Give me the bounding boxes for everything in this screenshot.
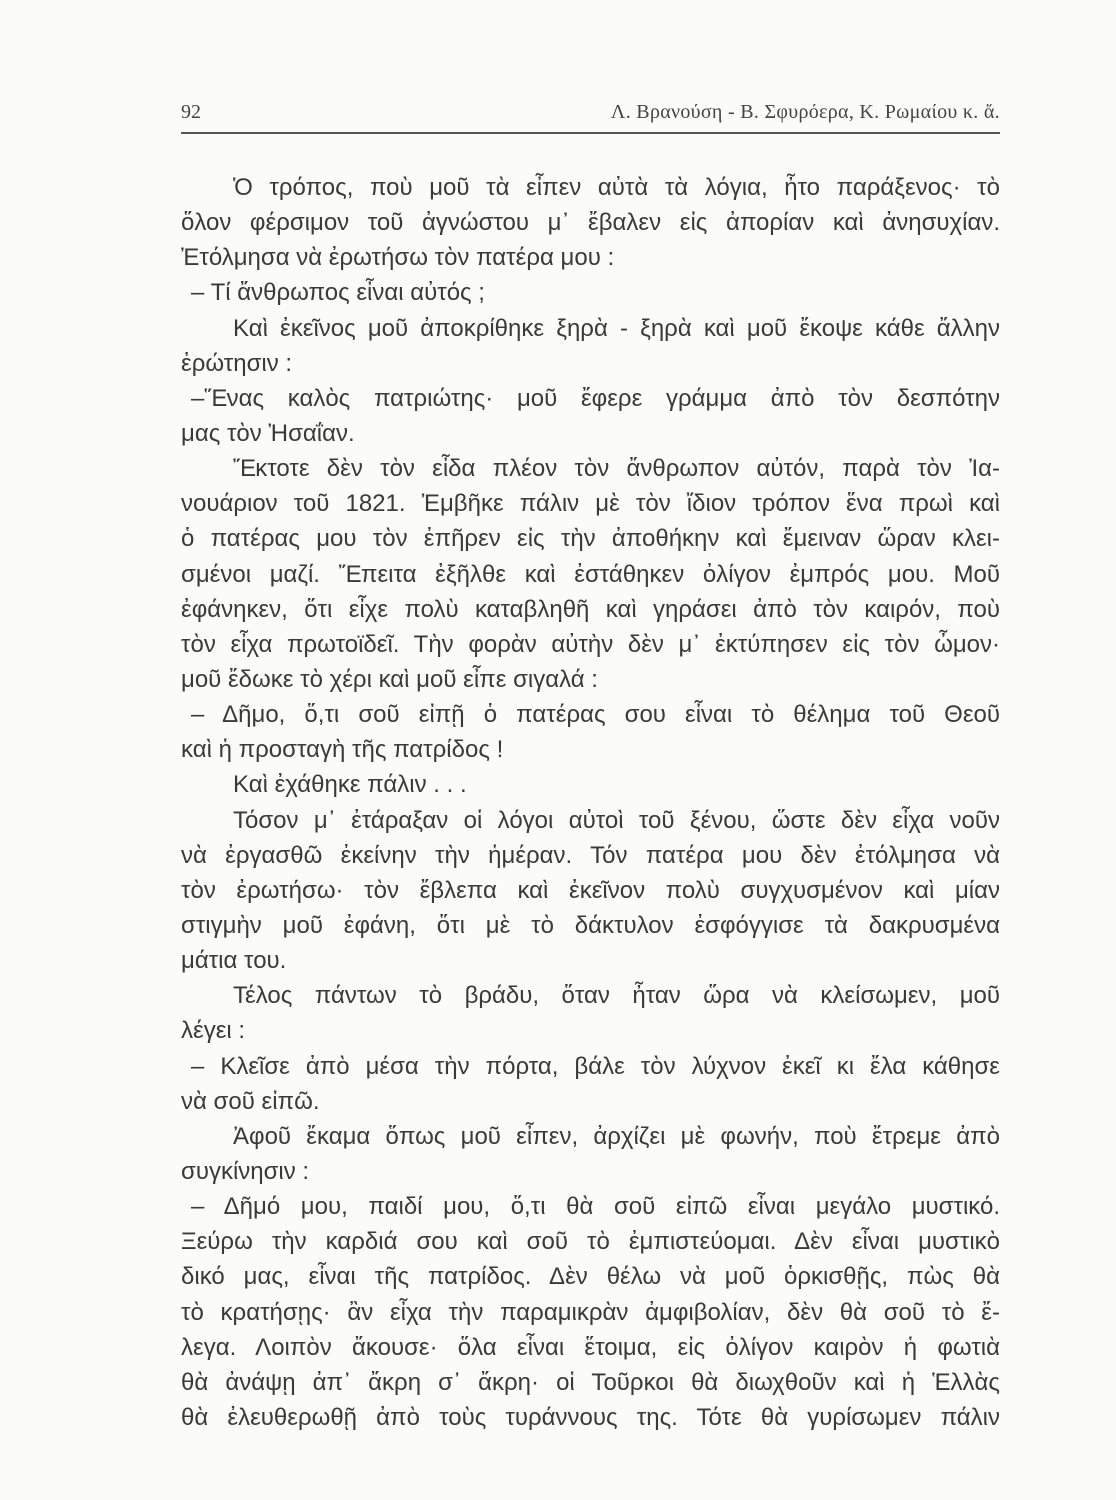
text-line (181, 170, 1000, 205)
text-line-content: –Ἕνας καλὸς πατριώτης· μοῦ ἔφερε γράμμα ἀπὸ τὸν δεσπότην (191, 384, 1000, 412)
text-line-content: Τέλος πάντων τὸ βράδυ, ὅταν ἦταν ὥρα νὰ κλείσωμεν, μοῦ (233, 982, 1000, 1010)
text-line (181, 1259, 1000, 1294)
text-line (181, 1400, 1000, 1435)
text-line (181, 486, 1000, 521)
text-line (181, 275, 1000, 310)
text-line-content: καὶ ἡ προσταγὴ τῆς πατρίδος ! (181, 736, 504, 764)
text-line (181, 1189, 1000, 1224)
text-line-content: συγκίνησιν : (181, 1157, 310, 1185)
text-line (181, 1013, 1000, 1048)
text-line-content: δικό μας, εἶναι τῆς πατρίδος. Δὲν θέλω νὰ μοῦ ὁρκισθῇς, πὼς θὰ (181, 1263, 1000, 1291)
text-line-content: νὰ σοῦ εἰπῶ. (181, 1087, 320, 1115)
text-line (181, 346, 1000, 381)
text-line-content: τὸν εἶχα πρωτοϊδεῖ. Τὴν φορὰν αὐτὴν δὲν μ᾿ ἐκτύπησεν εἰς τὸν ὦμον· (181, 630, 1000, 658)
text-line-content: Ὁ τρόπος, ποὺ μοῦ τὰ εἶπεν αὐτὰ τὰ λόγια, ἦτο παράξενος· τὸ (233, 174, 1000, 201)
text-line-content: τὸν ἐρωτήσω· τὸν ἔβλεπα καὶ ἐκεῖνον πολὺ συγχυσμένον καὶ μίαν (181, 876, 1000, 904)
text-line (181, 697, 1000, 732)
text-line (181, 1330, 1000, 1365)
text-line (181, 557, 1000, 592)
text-line (181, 311, 1000, 346)
text-line (181, 1084, 1000, 1119)
text-line-content: – Δῆμό μου, παιδί μου, ὅ,τι θὰ σοῦ εἰπῶ εἶναι μεγάλο μυστικό. (191, 1193, 1000, 1221)
text-line-content: Καὶ ἐχάθηκε πάλιν . . . (233, 771, 467, 799)
text-line-content: μας τὸν Ἠσαΐαν. (181, 419, 355, 447)
text-line (181, 943, 1000, 978)
text-line-content: Τόσον μ᾿ ἐτάραξαν οἱ λόγοι αὐτοὶ τοῦ ξένου, ὥστε δὲν εἶχα νοῦν (233, 806, 1000, 834)
text-line (181, 592, 1000, 627)
text-line-content: μάτια του. (181, 947, 287, 975)
text-line (181, 803, 1000, 838)
text-line (181, 1295, 1000, 1330)
text-line-content: ὁ πατέρας μου τὸν ἐπῆρεν εἰς τὴν ἀποθήκην καὶ ἔμειναν ὥραν κλει- (181, 525, 1000, 553)
text-line-content: μοῦ ἔδωκε τὸ χέρι καὶ μοῦ εἶπε σιγαλά : (181, 665, 598, 693)
text-line-content: σμένοι μαζί. Ἔπειτα ἐξῆλθε καὶ ἐστάθηκεν ὀλίγον ἐμπρός μου. Μοῦ (181, 560, 1000, 588)
text-line-content: Καὶ ἐκεῖνος μοῦ ἀποκρίθηκε ξηρὰ - ξηρὰ καὶ μοῦ ἔκοψε κάθε ἄλλην (233, 314, 1000, 342)
text-line-content: θὰ ἀνάψῃ ἀπ᾿ ἄκρη σ᾿ ἄκρη· οἱ Τοῦρκοι θὰ διωχθοῦν καὶ ἡ Ἑλλὰς (181, 1368, 1000, 1396)
text-line (181, 451, 1000, 486)
text-line (181, 521, 1000, 556)
text-line (181, 662, 1000, 697)
text-line (181, 1049, 1000, 1084)
text-line (181, 627, 1000, 662)
text-line (181, 978, 1000, 1013)
text-line-content: – Κλεῖσε ἀπὸ μέσα τὴν πόρτα, βάλε τὸν λύχνον ἐκεῖ κι ἔλα κάθησε (191, 1052, 1000, 1080)
text-line (181, 1224, 1000, 1259)
text-line-content: λεγα. Λοιπὸν ἄκουσε· ὅλα εἶναι ἕτοιμα, εἰς ὀλίγον καιρὸν ἡ φωτιὰ (181, 1333, 1000, 1361)
running-header (181, 101, 1000, 127)
text-line-content: – Δῆμο, ὅ,τι σοῦ εἰπῇ ὁ πατέρας σου εἶναι τὸ θέλημα τοῦ Θεοῦ (191, 701, 1000, 729)
text-line-content: τὸ κρατήσῃς· ἂν εἶχα τὴν παραμικρὰν ἀμφιβολίαν, δὲν θὰ σοῦ τὸ ἔ- (181, 1298, 1000, 1326)
text-line-content: Ἐτόλμησα νὰ ἐρωτήσω τὸν πατέρα μου : (181, 244, 615, 272)
text-line-content: – Τί ἄνθρωπος εἶναι αὐτός ; (191, 279, 485, 307)
text-line-content: νὰ ἐργασθῶ ἐκείνην τὴν ἡμέραν. Τόν πατέρα μου δὲν ἐτόλμησα νὰ (181, 841, 1000, 869)
text-line (181, 1365, 1000, 1400)
text-line-content: θὰ ἐλευθερωθῇ ἀπὸ τοὺς τυράννους της. Τότε θὰ γυρίσωμεν πάλιν (181, 1403, 1000, 1431)
text-line (181, 1154, 1000, 1189)
text-line (181, 838, 1000, 873)
text-line-content: Ἀφοῦ ἔκαμα ὅπως μοῦ εἶπεν, ἀρχίζει μὲ φωνήν, ποὺ ἔτρεμε ἀπὸ (233, 1122, 1000, 1150)
text-line (181, 240, 1000, 275)
text-line (181, 873, 1000, 908)
header-rule (181, 132, 1000, 134)
text-line-content: στιγμὴν μοῦ ἐφάνη, ὅτι μὲ τὸ δάκτυλον ἐσφόγγισε τὰ δακρυσμένα (181, 911, 1000, 939)
text-line-content: Ξεύρω τὴν καρδιά σου καὶ σοῦ τὸ ἐμπιστεύομαι. Δὲν εἶναι μυστικὸ (181, 1228, 1000, 1256)
text-line (181, 732, 1000, 767)
text-line-content: ἐφάνηκεν, ὅτι εἶχε πολὺ καταβληθῆ καὶ γηράσει ἀπὸ τὸν καιρόν, ποὺ (181, 595, 1000, 623)
text-line-content: ὅλον φέρσιμον τοῦ ἀγνώστου μ᾿ ἔβαλεν εἰς ἀπορίαν καὶ ἀνησυχίαν. (181, 209, 1000, 237)
text-line (181, 205, 1000, 240)
text-line-content: νουάριον τοῦ 1821. Ἐμβῆκε πάλιν μὲ τὸν ἴδιον τρόπον ἕνα πρωὶ καὶ (181, 490, 1000, 518)
text-line-content: Ἔκτοτε δὲν τὸν εἶδα πλέον τὸν ἄνθρωπον αὐτόν, παρὰ τὸν Ἰα- (233, 455, 1000, 483)
text-line-content: λέγει : (181, 1017, 246, 1045)
text-line-content: ἐρώτησιν : (181, 349, 293, 377)
page-number: 92 (181, 101, 201, 123)
text-line (181, 1119, 1000, 1154)
text-line (181, 767, 1000, 802)
body-text (181, 170, 1000, 1435)
text-line (181, 381, 1000, 416)
text-line (181, 416, 1000, 451)
running-head-authors: Λ. Βρανούση - Β. Σφυρόερα, Κ. Ρωμαίου κ. ἄ. (610, 101, 1000, 123)
text-line (181, 908, 1000, 943)
